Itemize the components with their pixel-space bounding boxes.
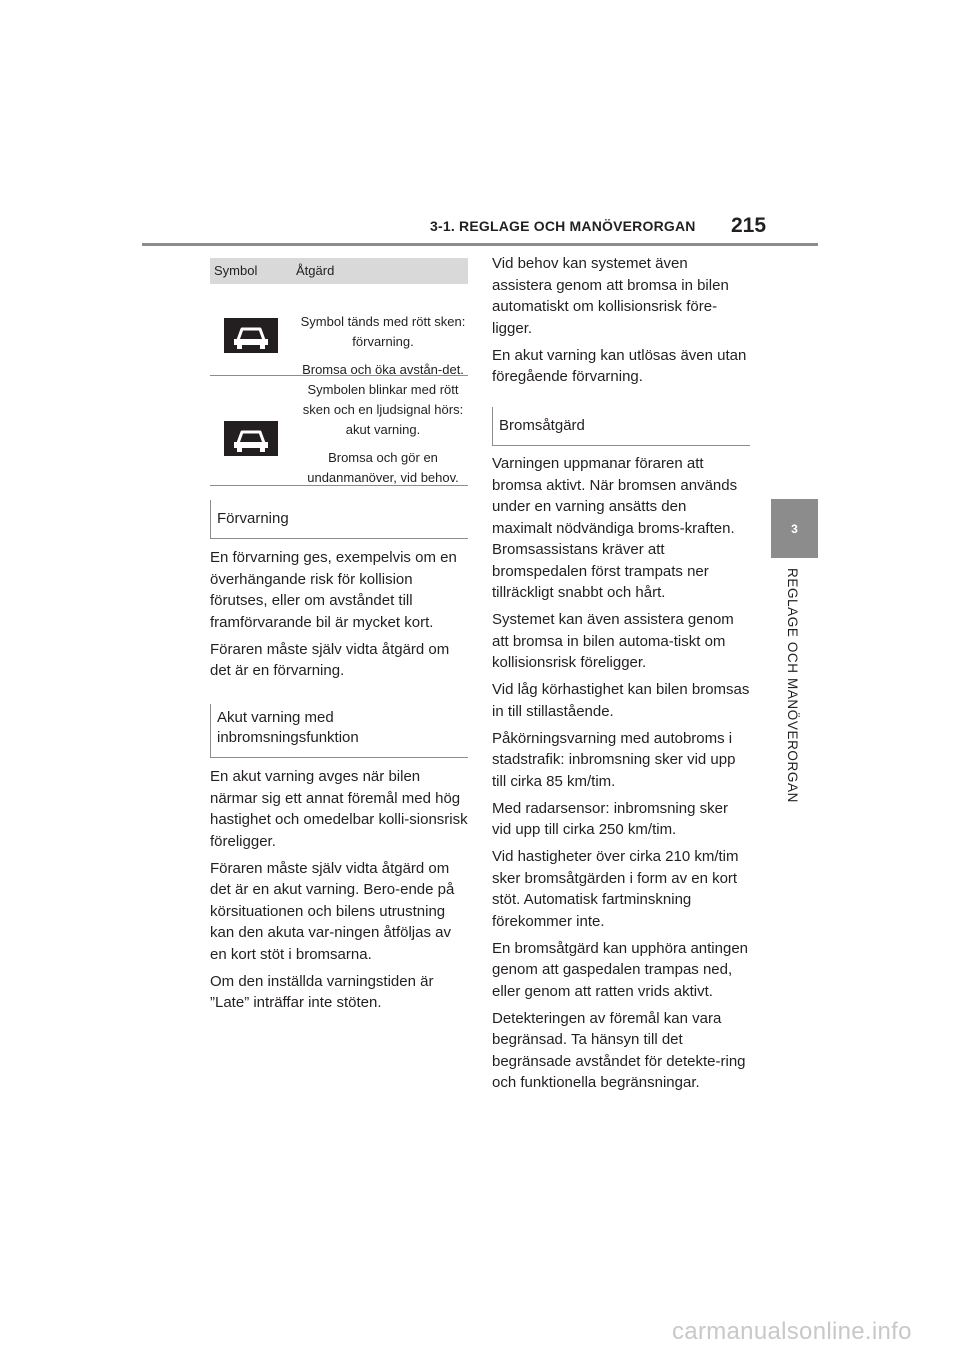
table-row xyxy=(210,376,468,486)
table-row-text xyxy=(294,380,472,496)
symbol-table xyxy=(210,258,468,486)
car-collision-warning-icon xyxy=(224,421,278,456)
car-collision-warning-icon xyxy=(224,318,278,353)
paragraph: Föraren måste själv vidta åtgärd om det är en akut varning. Bero-ende på körsituationen och bilens utrustning kan den akuta var-ningen åtföljas av en kort stöt i bromsarna. xyxy=(210,859,455,963)
paragraph: En akut varning kan utlösas även utan föregående förvarning. xyxy=(492,346,747,385)
paragraph: Systemet kan även assistera genom att bromsa in bilen automa-tiskt om kollisionsrisk föreligger. xyxy=(492,611,734,671)
chapter-side-label: REGLAGE OCH MANÖVERORGAN xyxy=(785,568,800,803)
right-column xyxy=(492,253,750,1099)
paragraph: En förvarning ges, exempelvis om en överhängande risk för kollision förutses, eller om avståndet till framförvarande bil är mycket kort. xyxy=(210,549,457,631)
section-title: 3-1. REGLAGE OCH MANÖVERORGAN xyxy=(430,218,696,234)
table-header xyxy=(210,258,468,284)
paragraph: Om den inställda varningstiden är ”Late” inträffar inte stöten. xyxy=(210,972,434,1011)
paragraph: Vid hastigheter över cirka 210 km/tim sker bromsåtgärden i form av en kort stöt. Automatisk fartminskning förekommer inte. xyxy=(492,848,739,930)
chapter-tab: 3 xyxy=(771,499,818,558)
paragraph: Vid låg körhastighet kan bilen bromsas in till stillastående. xyxy=(492,681,750,720)
forvarning-heading: Förvarning xyxy=(210,500,468,539)
paragraph: Varningen uppmanar föraren att bromsa aktivt. När bromsen används under en varning ansätts den maximalt nödvändiga broms-kraften. Bromsassistans kräver att bromspedalen först trampats ner tillräckligt snabbt och hårt. xyxy=(492,455,738,601)
bromsatgard-heading: Bromsåtgärd xyxy=(492,407,750,446)
paragraph: Påkörningsvarning med autobroms i stadstrafik: inbromsning sker vid upp till cirka 85 km/tim. xyxy=(492,729,736,790)
paragraph: En akut varning avges när bilen närmar sig ett annat föremål med hög hastighet och omedelbar kolli-sionsrisk föreligger. xyxy=(210,768,468,850)
akut-heading: Akut varning med inbromsningsfunktion xyxy=(210,704,468,758)
table-row-line: Bromsa och öka avstån-det. xyxy=(302,362,464,377)
paragraph: Med radarsensor: inbromsning sker vid upp till cirka 250 km/tim. xyxy=(492,799,728,838)
table-header-action: Åtgärd xyxy=(296,263,335,278)
paragraph: Vid behov kan systemet även assistera genom att bromsa in bilen automatiskt om kollisionsrisk före-ligger. xyxy=(492,255,729,337)
table-row-line: Symbol tänds med rött sken: förvarning. xyxy=(300,314,466,349)
page-number: 215 xyxy=(731,214,767,237)
paragraph: Föraren måste själv vidta åtgärd om det är en förvarning. xyxy=(210,640,450,679)
watermark: carmanualsonline.info xyxy=(672,1318,912,1345)
paragraph: En bromsåtgärd kan upphöra antingen genom att gaspedalen trampas ned, eller genom att ratten vrids aktivt. xyxy=(492,939,749,1000)
left-column xyxy=(210,500,468,1019)
paragraph: Detekteringen av föremål kan vara begränsad. Ta hänsyn till det begränsade avståndet för detekte-ring och funktionella begränsningar. xyxy=(492,1009,746,1091)
table-row-line: Symbolen blinkar med rött sken och en ljudsignal hörs: akut varning. xyxy=(302,382,464,437)
header-rule xyxy=(142,243,818,246)
table-row xyxy=(210,284,468,376)
table-row-line: Bromsa och gör en undanmanöver, vid behov. xyxy=(307,450,459,485)
table-header-symbol: Symbol xyxy=(214,263,258,278)
